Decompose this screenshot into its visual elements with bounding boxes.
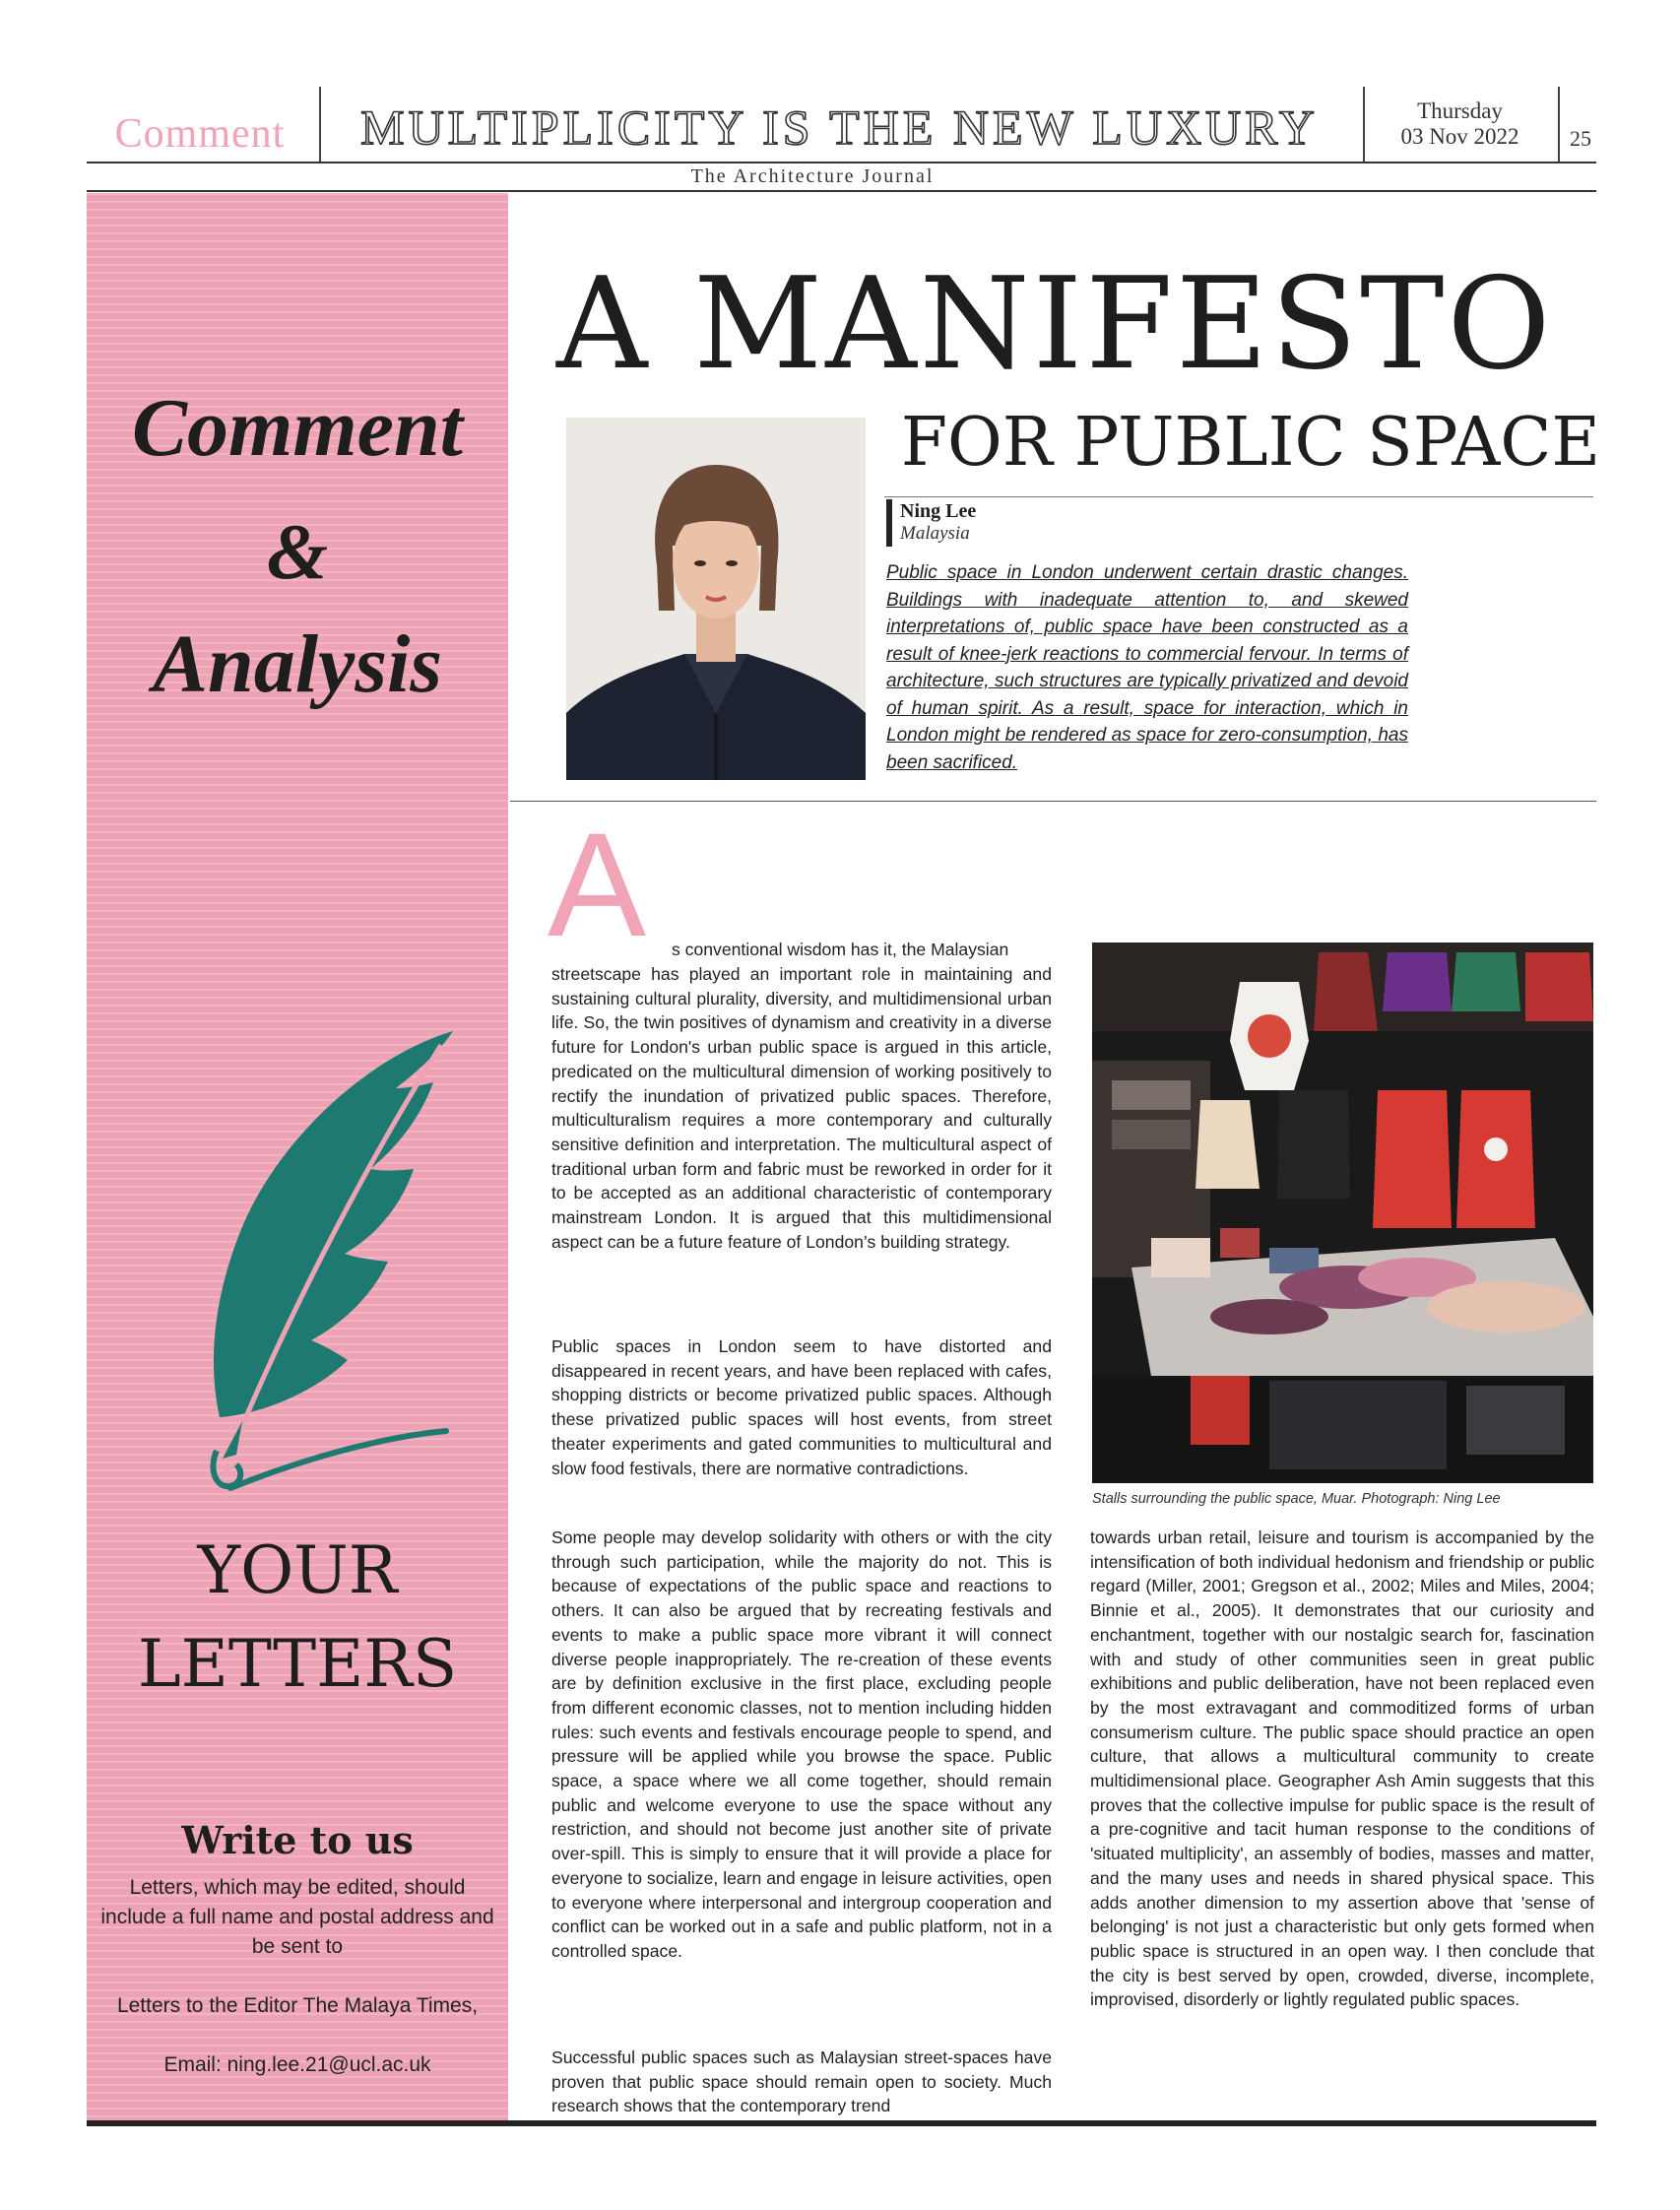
byline-bar	[886, 499, 892, 547]
market-stall-photo	[1092, 942, 1593, 1483]
write-to-us-heading: Write to us	[181, 1818, 414, 1862]
masthead-divider	[1363, 87, 1365, 162]
paragraph: streetscape has played an important role in maintaining and sustaining cultural plurality, diversity, and multidimensional urban life. So, the twin positives of dynamism and creativity in a diverse future for London's urban public space is argued in this article, predicated on the multicultural dimension of working positively to rectify the inundation of privatized public spaces. Therefore, multiculturalism requires a more contemporary and culturally sensitive definition and interpretation. The multicultural aspect of traditional urban form and fabric must be reworked in order for it to be accepted as an additional characteristic of contemporary mainstream London. It is argued that this multidimensional aspect can be a future feature of London’s building strategy.	[551, 964, 1052, 1252]
section-label: Comment	[114, 111, 286, 157]
masthead-divider	[319, 87, 321, 162]
page-number: 25	[1570, 126, 1591, 151]
title-rule	[510, 801, 1596, 802]
issue-day: Thursday	[1417, 98, 1503, 123]
article-subtitle: FOR PUBLIC SPACE	[900, 404, 1600, 482]
author-name: Ning Lee	[900, 500, 977, 522]
letters-editor-address: Letters to the Editor The Malaya Times,	[116, 1994, 479, 2017]
masthead-headline: MULTIPLICITY IS THE NEW LUXURY	[360, 99, 1319, 155]
sidebar-letters: LETTERS	[137, 1626, 458, 1702]
author-location: Malaysia	[900, 523, 970, 544]
sidebar-your: YOUR	[197, 1532, 398, 1608]
paragraph: Some people may develop solidarity with others or with the city through such participation, while the majority do not. This is because of expectations of the public space and reactions to others. It can also be argued that by recreating festivals and events to make a public space more vibrant it will connect diverse people inappropriately. The re-creation of these events are by definition exclusive in the first place, excluding people from different economic classes, not to mention including hidden rules: such events and festivals encourage people to spend, and pressure will be applied while you browse the space. Public space, a space where we all come together, should remain public and welcome everyone to use the space without any restriction, and should not become just another site of private over-spill. This is simply to ensure that it will provide a place for everyone to socialize, learn and engage in leisure activities, open to everyone where interpersonal and intergroup cooperation and conflict can be worked out in a safe and public platform, not in a controlled space.	[551, 1528, 1052, 1961]
masthead-divider	[1558, 87, 1560, 162]
masthead-rule	[87, 162, 1596, 163]
article-title: A MANIFESTO	[556, 251, 1554, 398]
sidebar-title-ampersand: &	[266, 509, 329, 596]
drop-cap: A	[548, 802, 647, 967]
page-bottom-rule	[87, 2120, 1596, 2126]
paragraph: towards urban retail, leisure and tourism is accompanied by the intensification of both individual hedonism and friendship or public regard (Miller, 2001; Gregson et al., 2002; Miles and Miles, 2004; Binnie et al., 2005). It demonstrates that our curiosity and enchantment, together with our nostalgic search for, fascination with and study of other communities seen in great public exhibitions and public deliberation, have not been replaced even by the most extravagant and commoditized forms of urban consumerism culture. The public space should practice an open culture, that allows a multicultural community to create multidimensional place. Geographer Ash Amin suggests that this proves that the collective impulse for public space is the result of a pre-cognitive and tacit human response to the conditions of 'situated multiplicity', an assembly of bodies, masses and matter, and the many uses and needs in shared physical space. This adds another dimension to my assertion above that 'sense of belonging' is not just a characteristic but only gets formed when public space is structured in an open way. I then conclude that the city is best served by open, crowded, diverse, incomplete, improvised, disorderly or lightly regulated public spaces.	[1090, 1528, 1594, 2010]
sidebar-title-comment: Comment	[131, 382, 464, 474]
byline-rule	[884, 496, 1593, 497]
sidebar-panel	[87, 193, 508, 2121]
paragraph-lead: s conventional wisdom has it, the Malaysian	[672, 940, 1009, 959]
sidebar-title-analysis: Analysis	[152, 618, 443, 710]
quill-icon	[146, 1025, 471, 1498]
letters-instructions: Letters, which may be edited, should include a full name and postal address and be sent to	[100, 1876, 494, 1958]
letters-email[interactable]: Email: ning.lee.21@ucl.ac.uk	[163, 2053, 431, 2076]
issue-date: 03 Nov 2022	[1400, 124, 1519, 149]
paragraph: Public spaces in London seem to have distorted and disappeared in recent years, and have been replaced with cafes, shopping districts or become privatized public spaces. Although these privatized public spaces will host events, from street theater experiments and gated communities to multicultural and slow food festivals, there are normative contradictions.	[551, 1336, 1052, 1478]
masthead-rule	[87, 190, 1596, 192]
journal-name: The Architecture Journal	[690, 165, 935, 187]
paragraph: Successful public spaces such as Malaysian street-spaces have proven that public space should remain open to society. Much research shows that the contemporary trend	[551, 2048, 1052, 2116]
photo-caption: Stalls surrounding the public space, Muar. Photograph: Ning Lee	[1092, 1491, 1501, 1507]
article-standfirst: Public space in London underwent certain drastic changes. Buildings with inadequate attention to, and skewed interpretations of, public space have been constructed as a result of knee-jerk reactions to commercial fervour. In terms of architecture, such structures are typically privatized and devoid of human spirit. As a result, space for interaction, which in London might be rendered as space for zero-consumption, has been sacrificed.	[886, 562, 1408, 773]
author-portrait	[566, 418, 866, 780]
